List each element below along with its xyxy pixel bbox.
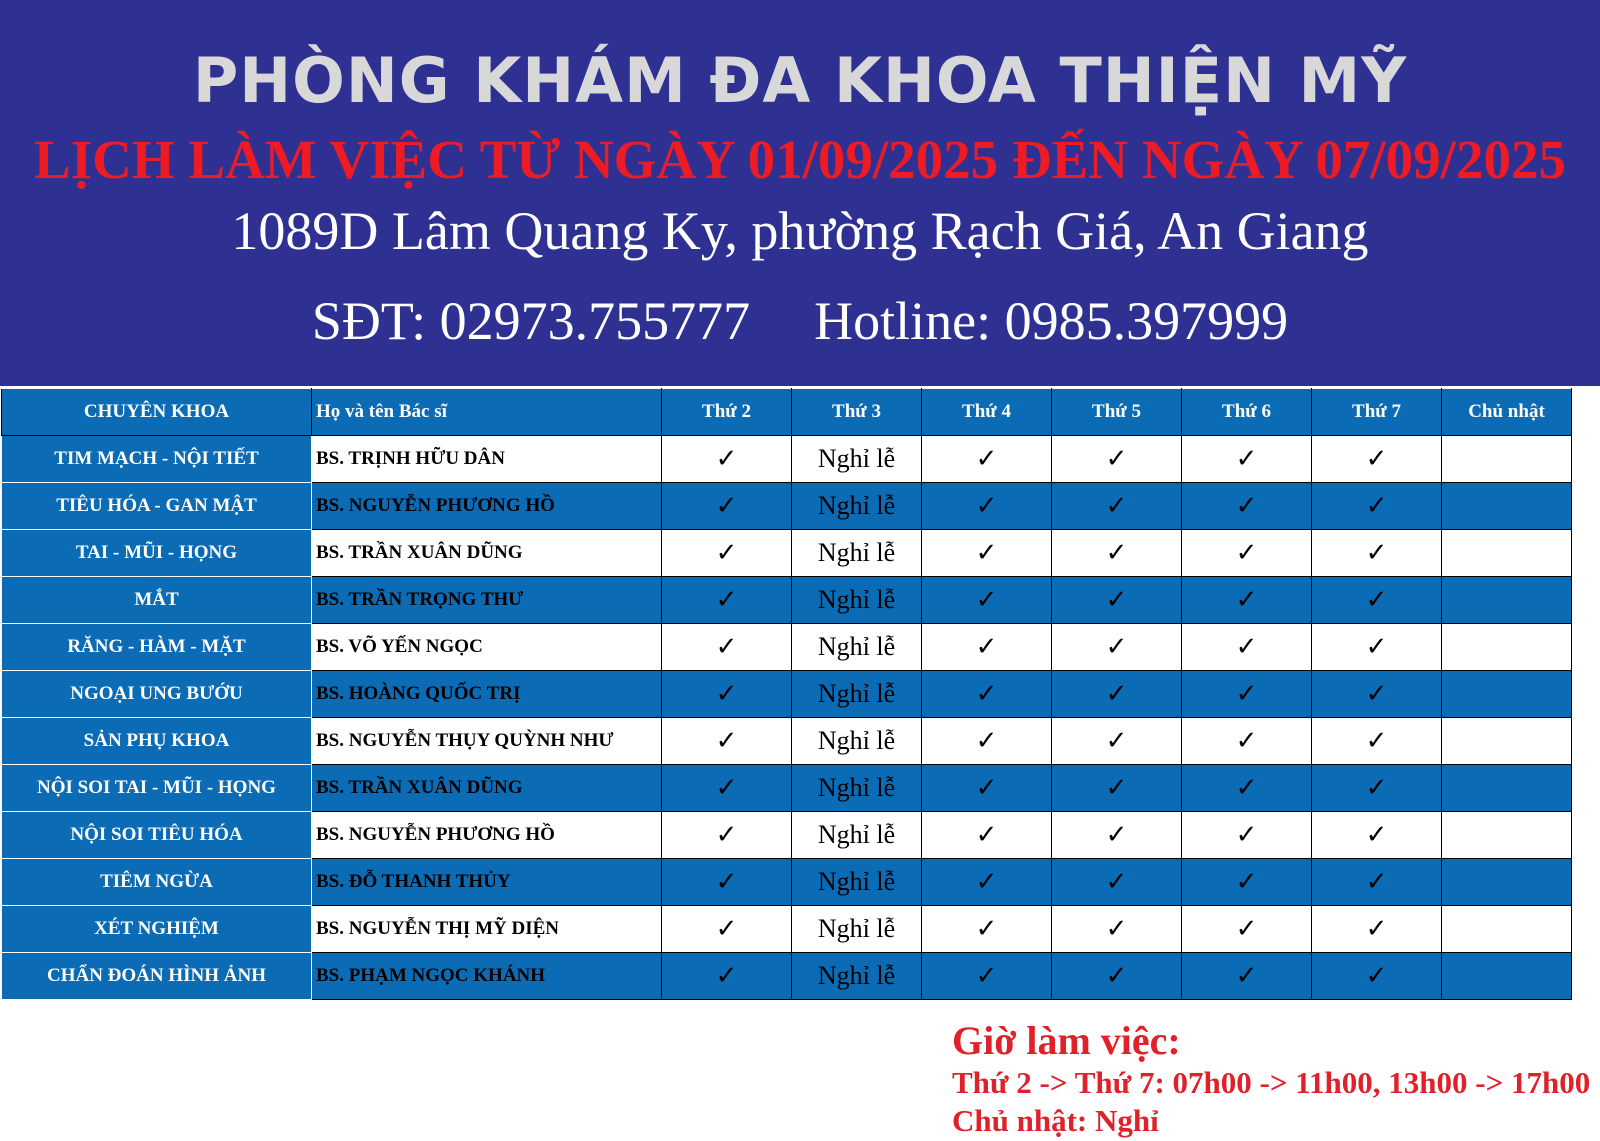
check-icon: ✓ — [662, 718, 792, 765]
check-icon: ✓ — [1182, 624, 1312, 671]
doctor-cell: BS. NGUYỄN THỊ MỸ DIỆN — [312, 906, 662, 953]
check-icon: ✓ — [1312, 953, 1442, 1000]
schedule-body — [2, 436, 1572, 1000]
day-cell-empty — [1442, 765, 1572, 812]
day-cell-empty — [1442, 624, 1572, 671]
check-icon: ✓ — [1312, 436, 1442, 483]
check-icon: ✓ — [1312, 624, 1442, 671]
working-hours-weekday: Thứ 2 -> Thứ 7: 07h00 -> 11h00, 13h00 -> 17h00 — [952, 1065, 1591, 1100]
working-hours-sunday: Chủ nhật: Nghỉ — [952, 1103, 1159, 1138]
check-icon: ✓ — [922, 859, 1052, 906]
table-row — [2, 906, 1572, 953]
holiday-cell: Nghỉ lễ — [792, 953, 922, 1000]
check-icon: ✓ — [1312, 530, 1442, 577]
check-icon: ✓ — [1182, 812, 1312, 859]
column-header-day: Thứ 4 — [922, 389, 1052, 436]
doctor-cell: BS. TRẦN XUÂN DŨNG — [312, 530, 662, 577]
doctor-cell: BS. NGUYỄN PHƯƠNG HỒ — [312, 812, 662, 859]
specialty-cell: SẢN PHỤ KHOA — [2, 718, 312, 765]
specialty-cell: NỘI SOI TIÊU HÓA — [2, 812, 312, 859]
specialty-cell: TIÊU HÓA - GAN MẬT — [2, 483, 312, 530]
check-icon: ✓ — [662, 906, 792, 953]
check-icon: ✓ — [662, 530, 792, 577]
column-header-day: Thứ 5 — [1052, 389, 1182, 436]
clinic-address: 1089D Lâm Quang Ky, phường Rạch Giá, An Giang — [231, 201, 1369, 261]
doctor-cell: BS. PHẠM NGỌC KHÁNH — [312, 953, 662, 1000]
check-icon: ✓ — [1312, 577, 1442, 624]
day-cell-empty — [1442, 718, 1572, 765]
doctor-cell: BS. TRẦN XUÂN DŨNG — [312, 765, 662, 812]
check-icon: ✓ — [922, 530, 1052, 577]
check-icon: ✓ — [922, 624, 1052, 671]
check-icon: ✓ — [1312, 765, 1442, 812]
column-header-day: Thứ 2 — [662, 389, 792, 436]
table-row — [2, 624, 1572, 671]
specialty-cell: NỘI SOI TAI - MŨI - HỌNG — [2, 765, 312, 812]
check-icon: ✓ — [1312, 859, 1442, 906]
column-header-day: Thứ 3 — [792, 389, 922, 436]
column-header-day: Chủ nhật — [1442, 389, 1572, 436]
day-cell-empty — [1442, 671, 1572, 718]
specialty-cell: TIM MẠCH - NỘI TIẾT — [2, 436, 312, 483]
check-icon: ✓ — [1052, 859, 1182, 906]
check-icon: ✓ — [1182, 906, 1312, 953]
clinic-name: PHÒNG KHÁM ĐA KHOA THIỆN MỸ — [192, 44, 1408, 117]
column-header-day: Thứ 7 — [1312, 389, 1442, 436]
day-cell-empty — [1442, 953, 1572, 1000]
day-cell-empty — [1442, 906, 1572, 953]
check-icon: ✓ — [662, 483, 792, 530]
doctor-cell: BS. NGUYỄN THỤY QUỲNH NHƯ — [312, 718, 662, 765]
specialty-cell: XÉT NGHIỆM — [2, 906, 312, 953]
holiday-cell: Nghỉ lễ — [792, 530, 922, 577]
check-icon: ✓ — [1182, 859, 1312, 906]
holiday-cell: Nghỉ lễ — [792, 718, 922, 765]
check-icon: ✓ — [1052, 577, 1182, 624]
table-row — [2, 765, 1572, 812]
column-header-doctor: Họ và tên Bác sĩ — [312, 389, 662, 436]
check-icon: ✓ — [1052, 671, 1182, 718]
table-row — [2, 718, 1572, 765]
table-row — [2, 530, 1572, 577]
check-icon: ✓ — [662, 436, 792, 483]
check-icon: ✓ — [1052, 483, 1182, 530]
check-icon: ✓ — [1182, 436, 1312, 483]
table-row — [2, 577, 1572, 624]
check-icon: ✓ — [1312, 718, 1442, 765]
holiday-cell: Nghỉ lễ — [792, 859, 922, 906]
check-icon: ✓ — [1182, 953, 1312, 1000]
check-icon: ✓ — [1052, 436, 1182, 483]
check-icon: ✓ — [1052, 906, 1182, 953]
table-row — [2, 483, 1572, 530]
check-icon: ✓ — [662, 859, 792, 906]
doctor-cell: BS. ĐỖ THANH THỦY — [312, 859, 662, 906]
check-icon: ✓ — [1182, 577, 1312, 624]
check-icon: ✓ — [922, 953, 1052, 1000]
check-icon: ✓ — [1052, 530, 1182, 577]
check-icon: ✓ — [1052, 812, 1182, 859]
check-icon: ✓ — [1052, 953, 1182, 1000]
holiday-cell: Nghỉ lễ — [792, 906, 922, 953]
check-icon: ✓ — [662, 577, 792, 624]
doctor-cell: BS. HOÀNG QUỐC TRỊ — [312, 671, 662, 718]
check-icon: ✓ — [1182, 671, 1312, 718]
check-icon: ✓ — [1182, 718, 1312, 765]
doctor-cell: BS. VÕ YẾN NGỌC — [312, 624, 662, 671]
hotline-number: Hotline: 0985.397999 — [814, 291, 1289, 351]
check-icon: ✓ — [1312, 906, 1442, 953]
check-icon: ✓ — [922, 765, 1052, 812]
day-cell-empty — [1442, 577, 1572, 624]
schedule-table — [1, 388, 1572, 1000]
column-header-day: Thứ 6 — [1182, 389, 1312, 436]
specialty-cell: NGOẠI UNG BƯỚU — [2, 671, 312, 718]
check-icon: ✓ — [1312, 483, 1442, 530]
day-cell-empty — [1442, 812, 1572, 859]
specialty-cell: MẮT — [2, 577, 312, 624]
day-cell-empty — [1442, 483, 1572, 530]
check-icon: ✓ — [922, 577, 1052, 624]
check-icon: ✓ — [1052, 718, 1182, 765]
check-icon: ✓ — [922, 718, 1052, 765]
check-icon: ✓ — [1312, 812, 1442, 859]
schedule-title: LỊCH LÀM VIỆC TỪ NGÀY 01/09/2025 ĐẾN NGÀY 07/09/2025 — [34, 129, 1566, 190]
check-icon: ✓ — [662, 953, 792, 1000]
holiday-cell: Nghỉ lễ — [792, 436, 922, 483]
check-icon: ✓ — [1182, 530, 1312, 577]
header-banner — [0, 0, 1600, 386]
check-icon: ✓ — [922, 906, 1052, 953]
day-cell-empty — [1442, 530, 1572, 577]
specialty-cell: CHẨN ĐOÁN HÌNH ẢNH — [2, 953, 312, 1000]
check-icon: ✓ — [1052, 624, 1182, 671]
table-row — [2, 859, 1572, 906]
check-icon: ✓ — [922, 436, 1052, 483]
specialty-cell: TIÊM NGỪA — [2, 859, 312, 906]
day-cell-empty — [1442, 859, 1572, 906]
check-icon: ✓ — [922, 812, 1052, 859]
check-icon: ✓ — [662, 765, 792, 812]
working-hours — [952, 1018, 1590, 1140]
check-icon: ✓ — [922, 483, 1052, 530]
check-icon: ✓ — [1182, 483, 1312, 530]
holiday-cell: Nghỉ lễ — [792, 812, 922, 859]
table-header-row — [2, 389, 1572, 436]
check-icon: ✓ — [922, 671, 1052, 718]
table-row — [2, 671, 1572, 718]
table-row — [2, 953, 1572, 1000]
working-hours-title: Giờ làm việc: — [952, 1018, 1181, 1063]
specialty-cell: TAI - MŨI - HỌNG — [2, 530, 312, 577]
holiday-cell: Nghỉ lễ — [792, 671, 922, 718]
contact-line — [0, 290, 1600, 352]
table-row — [2, 436, 1572, 483]
check-icon: ✓ — [1312, 671, 1442, 718]
day-cell-empty — [1442, 436, 1572, 483]
check-icon: ✓ — [662, 671, 792, 718]
check-icon: ✓ — [662, 812, 792, 859]
column-header-specialty: CHUYÊN KHOA — [2, 389, 312, 436]
check-icon: ✓ — [662, 624, 792, 671]
holiday-cell: Nghỉ lễ — [792, 483, 922, 530]
doctor-cell: BS. NGUYỄN PHƯƠNG HỒ — [312, 483, 662, 530]
doctor-cell: BS. TRẦN TRỌNG THƯ — [312, 577, 662, 624]
holiday-cell: Nghỉ lễ — [792, 765, 922, 812]
doctor-cell: BS. TRỊNH HỮU DÂN — [312, 436, 662, 483]
specialty-cell: RĂNG - HÀM - MẶT — [2, 624, 312, 671]
holiday-cell: Nghỉ lễ — [792, 577, 922, 624]
check-icon: ✓ — [1052, 765, 1182, 812]
holiday-cell: Nghỉ lễ — [792, 624, 922, 671]
table-row — [2, 812, 1572, 859]
phone-number: SĐT: 02973.755777 — [311, 291, 751, 351]
check-icon: ✓ — [1182, 765, 1312, 812]
